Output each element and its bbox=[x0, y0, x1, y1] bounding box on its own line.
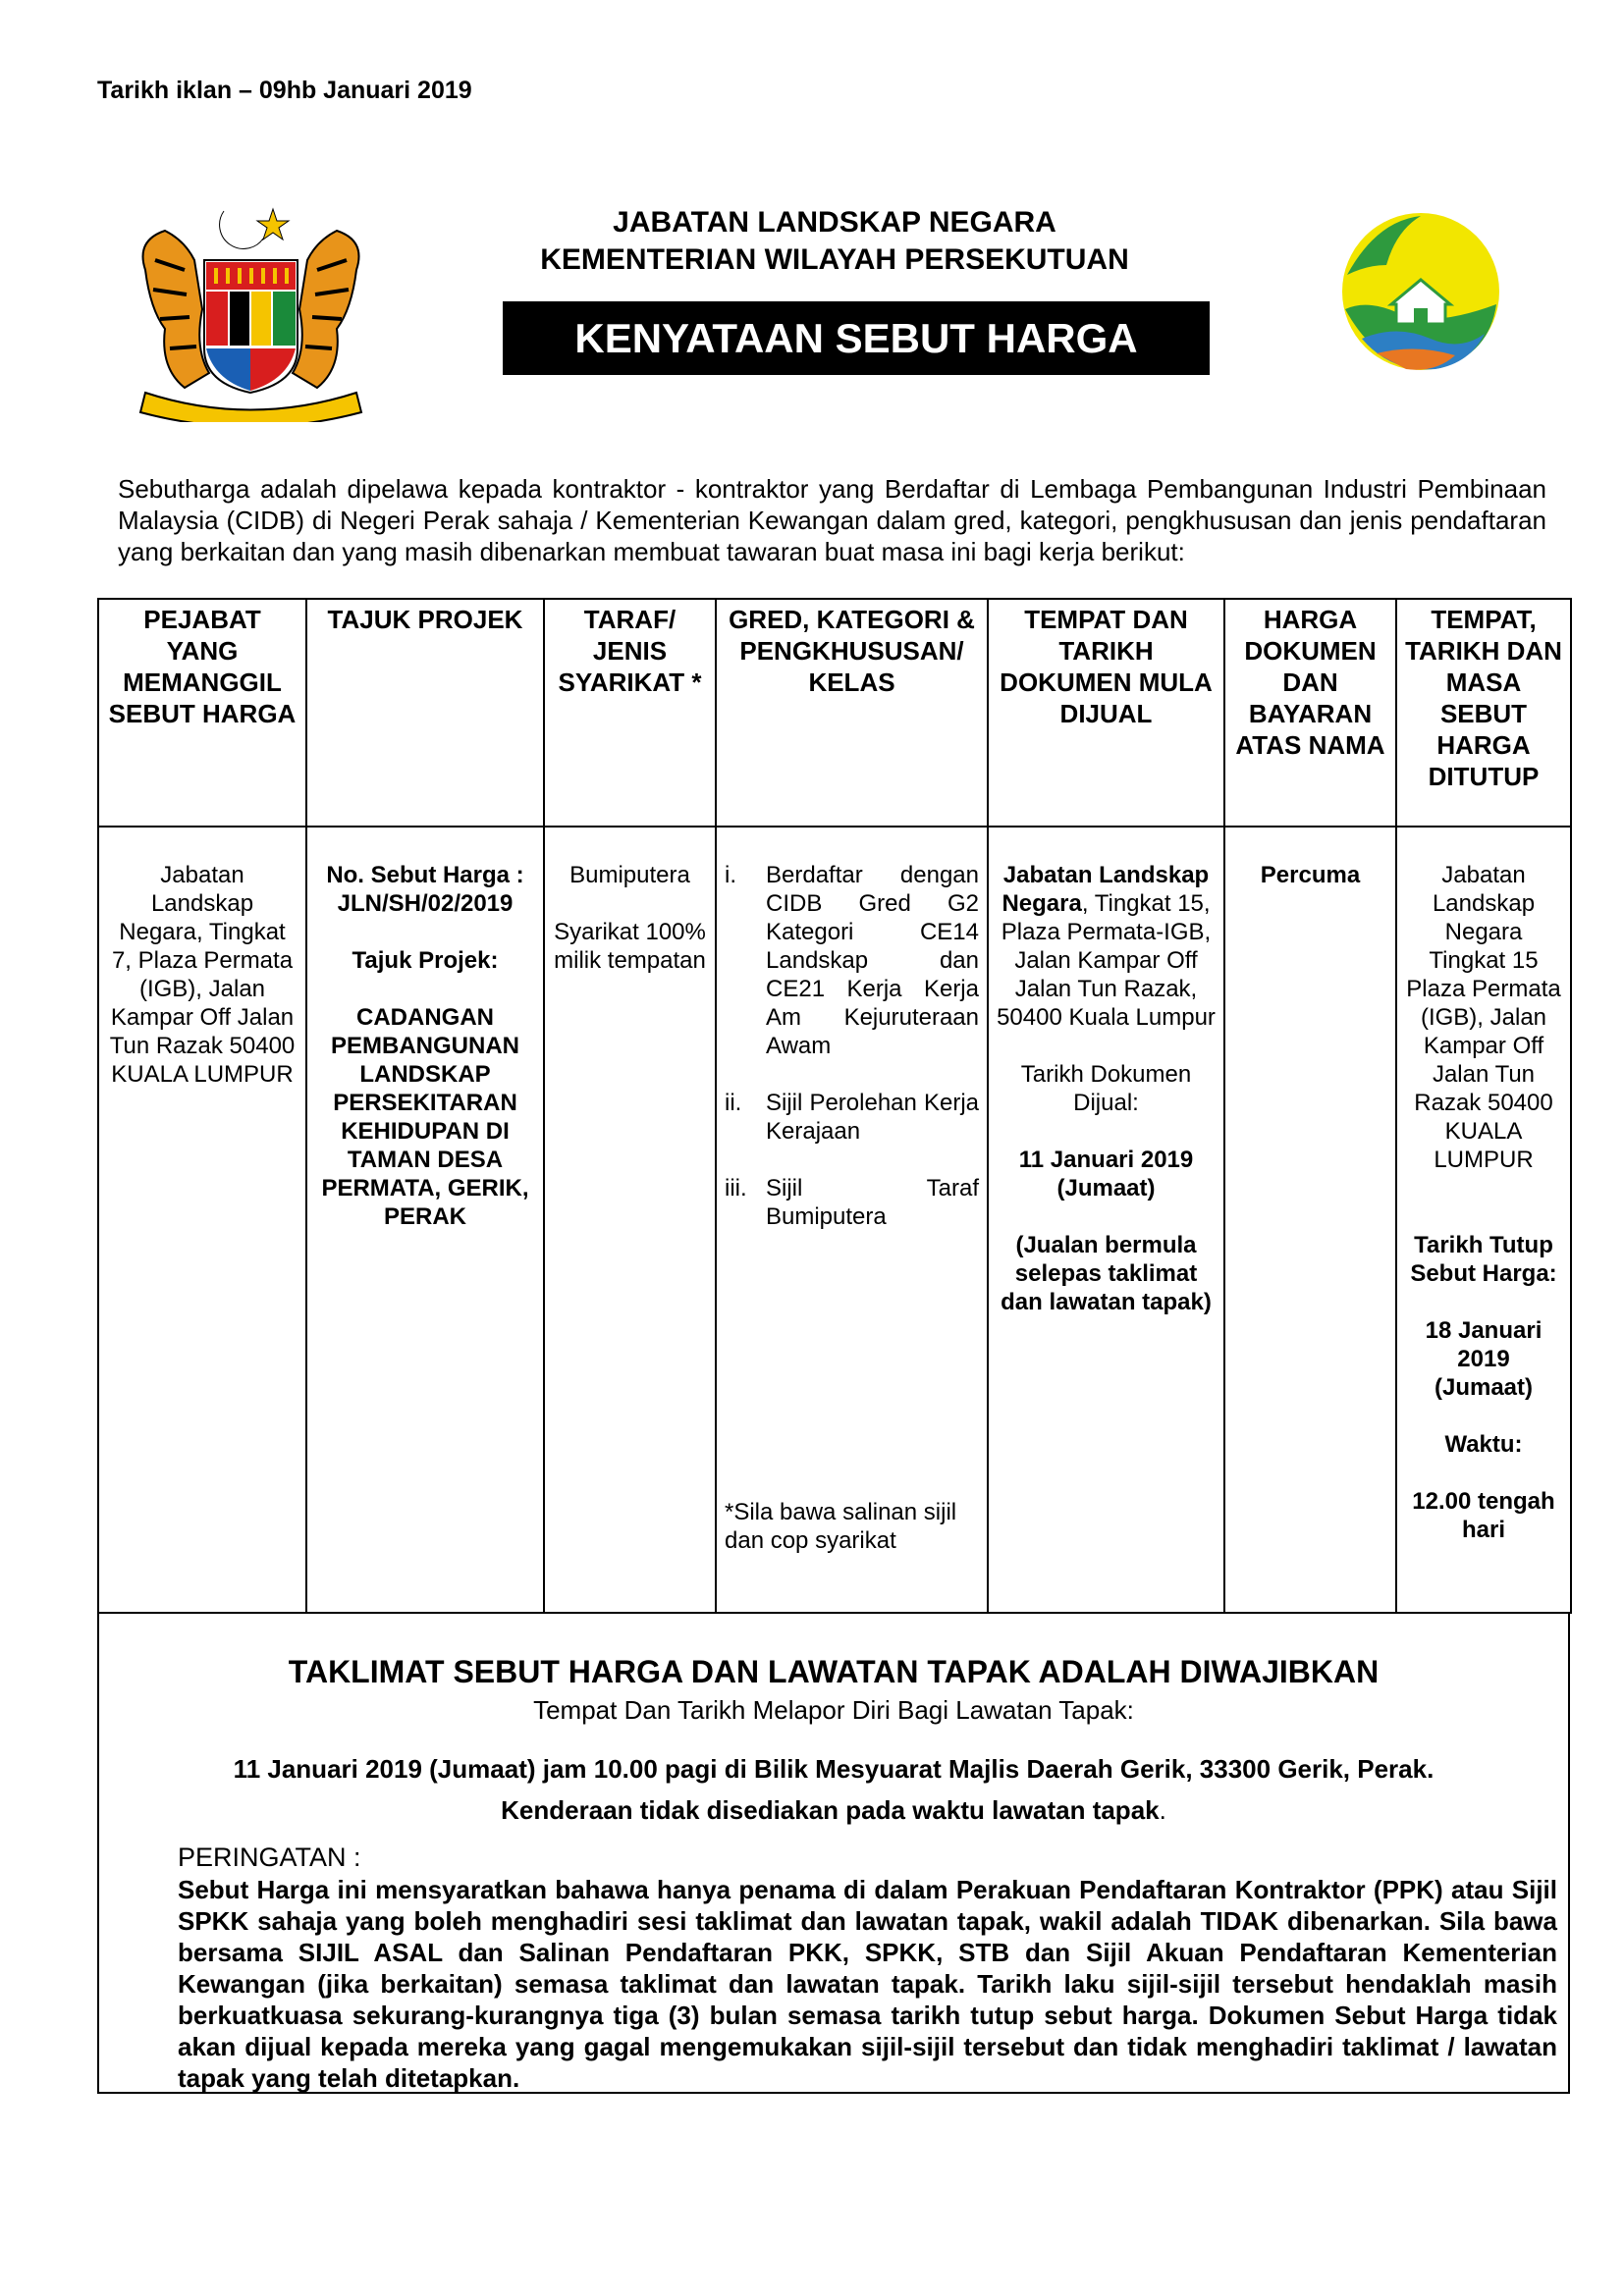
gred-cell bbox=[716, 827, 988, 1613]
pejabat-address: Jabatan Landskap Negara, Tingkat 7, Plaza Permata (IGB), Jalan Kampar Off Jalan Tun Razak 50400 KUALA LUMPUR bbox=[109, 862, 296, 1088]
header-tajuk: TAJUK PROJEK bbox=[306, 599, 544, 827]
table-header-row bbox=[98, 599, 1571, 827]
list-item: iii. Sijil Taraf Bumiputera bbox=[725, 1175, 979, 1230]
site-visit-details: 11 Januari 2019 (Jumaat) jam 10.00 pagi di Bilik Mesyuarat Majlis Daerah Gerik, 33300 Gerik, Perak. bbox=[233, 1754, 1435, 1784]
intro-paragraph: Sebutharga adalah dipelawa kepada kontraktor - kontraktor yang Berdaftar di Lembaga Pembangunan Industri Pembinaan Malaysia (CIDB) di Negeri Perak sahaja / Kementerian Kewangan dalam gred, kategori, pengkhususan dan jenis pendaftaran yang berkaitan dan yang masih dibenarkan membuat tawaran buat masa ini bagi kerja berikut: bbox=[118, 474, 1546, 566]
no-sebut-harga: JLN/SH/02/2019 bbox=[337, 890, 514, 917]
tempat-jual-address: , Tingkat 15, Plaza Permata-IGB, Jalan Kampar Off Jalan Tun Razak, 50400 Kuala Lumpur bbox=[997, 890, 1216, 1031]
taraf-value: Bumiputera bbox=[569, 862, 690, 888]
list-item: i. Berdaftar dengan CIDB Gred G2 Kategori CE14 Landskap dan CE21 Kerja Kerja Am Kejuruteraan Awam bbox=[725, 862, 979, 1059]
notice-banner: KENYATAAN SEBUT HARGA bbox=[503, 301, 1210, 375]
tajuk-cell bbox=[306, 827, 544, 1613]
gred-note: *Sila bawa salinan sijil dan cop syarikat bbox=[725, 1499, 957, 1554]
briefing-section bbox=[97, 1613, 1570, 2094]
tarikh-dijual-label: Tarikh Dokumen Dijual: bbox=[1020, 1061, 1192, 1116]
department-name: JABATAN LANDSKAP NEGARA bbox=[613, 206, 1056, 239]
gred-list bbox=[725, 861, 979, 1231]
harga-cell bbox=[1224, 827, 1396, 1613]
warning-text: Sebut Harga ini mensyaratkan bahawa hanya penama di dalam Perakuan Pendaftaran Kontraktor (PPK) atau Sijil SPKK sahaja yang boleh menghadiri sesi taklimat dan lawatan tapak, wakil adalah TIDAK dibenarkan. Sila bawa bersama SIJIL ASAL dan Salinan Pendaftaran PKK, SPKK, STB dan Sijil Akuan Pendaftaran Kementerian Kewangan (jika berkaitan) semasa taklimat dan lawatan tapak. Tarikh laku sijil-sijil tersebut hendaklah masih berkuatkuasa sekurang-kurangnya tiga (3) bulan semasa tarikh tutup sebut harga. Dokumen Sebut Harga tidak akan dijual kepada mereka yang gagal mengemukakan sijil-sijil tersebut dan tidak menghadiri taklimat / lawatan tapak yang telah ditetapkan. bbox=[178, 1875, 1557, 2093]
header-harga: HARGA DOKUMEN DAN BAYARAN ATAS NAMA bbox=[1224, 599, 1396, 827]
harga-dokumen: Percuma bbox=[1260, 862, 1361, 888]
tempat-tutup-address: Jabatan Landskap Negara Tingkat 15 Plaza Permata (IGB), Jalan Kampar Off Jalan Tun Razak 50400 KUALA LUMPUR bbox=[1406, 862, 1561, 1173]
table-row bbox=[98, 827, 1571, 1613]
vehicle-note: Kenderaan tidak disediakan pada waktu lawatan tapak. bbox=[501, 1795, 1166, 1825]
tarikh-tutup-label: Tarikh Tutup Sebut Harga: bbox=[1410, 1232, 1557, 1287]
header-gred: GRED, KATEGORI & PENGKHUSUSAN/ KELAS bbox=[716, 599, 988, 827]
jenis-syarikat: Syarikat 100% milik tempatan bbox=[554, 919, 706, 974]
tender-table bbox=[97, 598, 1572, 1614]
taklimat-heading: TAKLIMAT SEBUT HARGA DAN LAWATAN TAPAK ADALAH DIWAJIBKAN bbox=[288, 1654, 1380, 1689]
header-tempat-tutup: TEMPAT, TARIKH DAN MASA SEBUT HARGA DITUTUP bbox=[1396, 599, 1571, 827]
tajuk-projek: CADANGAN PEMBANGUNAN LANDSKAP PERSEKITARAN KEHIDUPAN DI TAMAN DESA PERMATA, GERIK, PERAK bbox=[321, 1004, 529, 1230]
tempat-jual-name: Jabatan Landskap Negara bbox=[1001, 862, 1210, 917]
header-tempat-jual: TEMPAT DAN TARIKH DOKUMEN MULA DIJUAL bbox=[988, 599, 1224, 827]
tajuk-label: Tajuk Projek: bbox=[352, 947, 499, 974]
no-sebut-harga-label: No. Sebut Harga : bbox=[326, 862, 524, 888]
jualan-note: (Jualan bermula selepas taklimat dan lawatan tapak) bbox=[1001, 1232, 1212, 1315]
tempat-tutup-cell bbox=[1396, 827, 1571, 1613]
taraf-cell bbox=[544, 827, 716, 1613]
waktu-tutup: 12.00 tengah hari bbox=[1412, 1488, 1555, 1543]
jln-logo bbox=[1337, 206, 1504, 378]
header-pejabat: PEJABAT YANG MEMANGGIL SEBUT HARGA bbox=[98, 599, 306, 827]
advert-date: Tarikh iklan – 09hb Januari 2019 bbox=[97, 77, 472, 104]
header-taraf: TARAF/ JENIS SYARIKAT * bbox=[544, 599, 716, 827]
waktu-label: Waktu: bbox=[1444, 1431, 1523, 1458]
tempat-jual-cell bbox=[988, 827, 1224, 1613]
ministry-name: KEMENTERIAN WILAYAH PERSEKUTUAN bbox=[540, 243, 1129, 276]
tarikh-dijual: 11 Januari 2019 (Jumaat) bbox=[1018, 1147, 1194, 1201]
malaysia-coat-of-arms-logo bbox=[126, 201, 376, 422]
list-item: ii. Sijil Perolehan Kerja Kerajaan bbox=[725, 1090, 979, 1145]
melapor-subheading: Tempat Dan Tarikh Melapor Diri Bagi Lawatan Tapak: bbox=[533, 1695, 1134, 1725]
tarikh-tutup: 18 Januari 2019 (Jumaat) bbox=[1425, 1317, 1543, 1401]
warning-title: PERINGATAN : bbox=[178, 1842, 361, 1872]
vehicle-note-text: Kenderaan tidak disediakan pada waktu lawatan tapak bbox=[501, 1795, 1160, 1825]
pejabat-cell bbox=[98, 827, 306, 1613]
